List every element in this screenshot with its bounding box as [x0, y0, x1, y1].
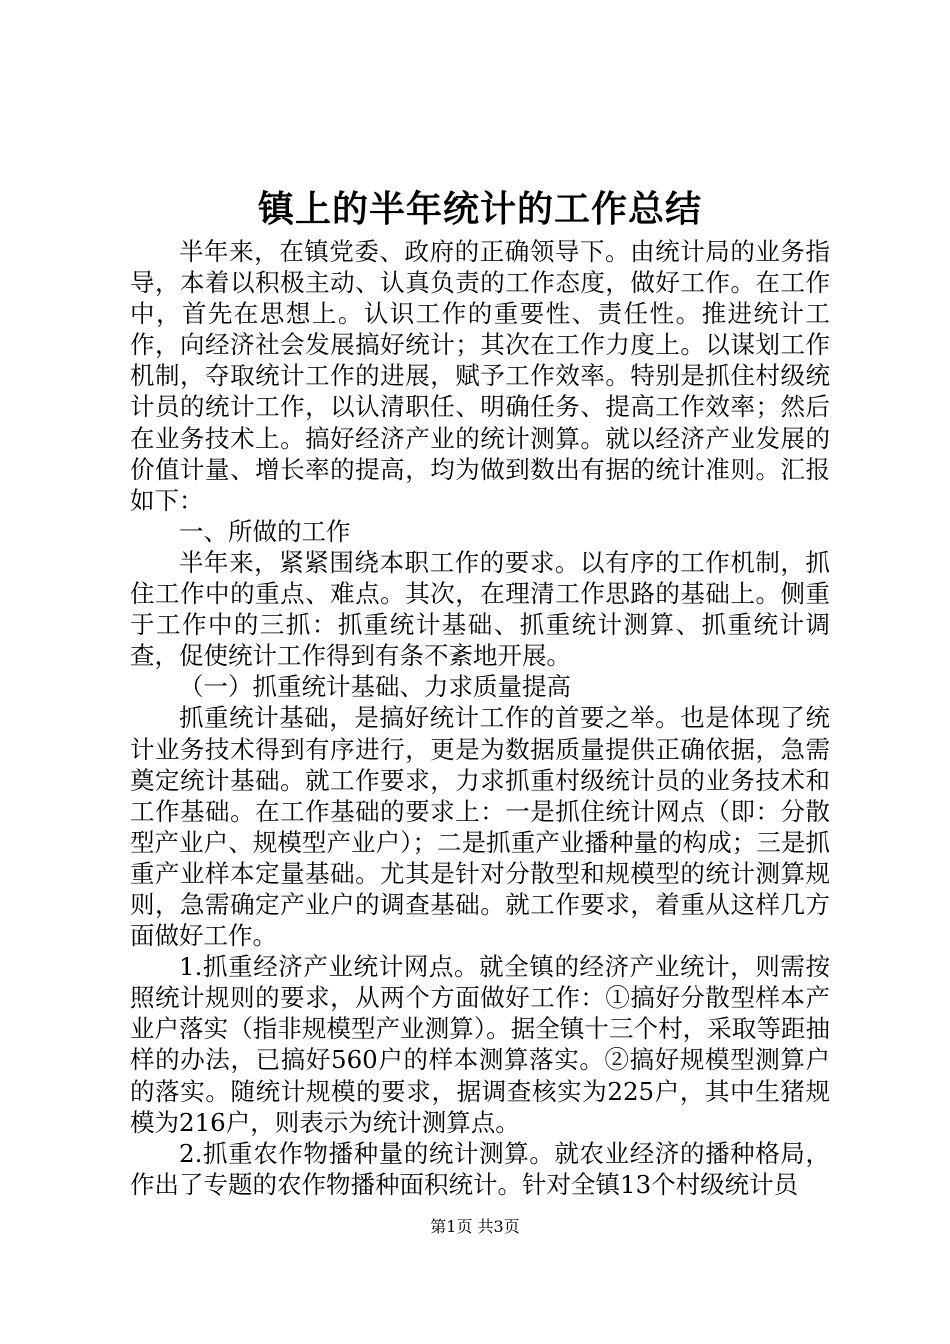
page-footer: 第1页 共3页 — [430, 1217, 520, 1236]
paragraph-item-1: 1.抓重经济产业统计网点。就全镇的经济产业统计，则需按照统计规则的要求，从两个方面做好工作：①搞好分散型样本产业户落实（指非规模型产业测算）。据全镇十三个村，采取等距抽样的办法，已搞好560户的样本测算落实。②搞好规模型测算户的落实。随统计规模的要求，据调查核实为225户，其中生猪规模为216户，则表示为统计测算点。 — [130, 952, 830, 1137]
document-body — [130, 236, 830, 1200]
paragraph-intro: 半年来，在镇党委、政府的正确领导下。由统计局的业务指导，本着以积极主动、认真负责的工作态度，做好工作。在工作中，首先在思想上。认识工作的重要性、责任性。推进统计工作，向经济社会发展搞好统计；其次在工作力度上。以谋划工作机制，夺取统计工作的进展，赋予工作效率。特别是抓住村级统计员的统计工作，以认清职任、明确任务、提高工作效率；然后在业务技术上。搞好经济产业的统计测算。就以经济产业发展的价值计量、增长率的提高，均为做到数出有据的统计准则。汇报如下： — [130, 237, 830, 515]
paragraph-statistics-foundation: 抓重统计基础，是搞好统计工作的首要之举。也是体现了统计业务技术得到有序进行，更是为数据质量提供正确依据，急需奠定统计基础。就工作要求，力求抓重村级统计员的业务技术和工作基础。在工作基础的要求上：一是抓住统计网点（即：分散型产业户、规模型产业户）；二是抓重产业播种量的构成；三是抓重产业样本定量基础。尤其是针对分散型和规模型的统计测算规则，急需确定产业户的调查基础。就工作要求，着重从这样几方面做好工作。 — [130, 703, 830, 951]
paragraph-item-2: 2.抓重农作物播种量的统计测算。就农业经济的播种格局，作出了专题的农作物播种面积统计。针对全镇13个村级统计员 — [130, 1138, 830, 1199]
subsection-heading-statistics-foundation: （一）抓重统计基础、力求质量提高 — [179, 672, 571, 702]
paragraph-work-summary: 半年来，紧紧围绕本职工作的要求。以有序的工作机制，抓住工作中的重点、难点。其次，在理清工作思路的基础上。侧重于工作中的三抓：抓重统计基础、抓重统计测算、抓重统计调查，促使统计工作得到有条不紊地开展。 — [130, 547, 830, 671]
section-heading-work-done: 一、所做的工作 — [179, 516, 351, 546]
document-title: 镇上的半年统计的工作总结 — [257, 189, 702, 230]
